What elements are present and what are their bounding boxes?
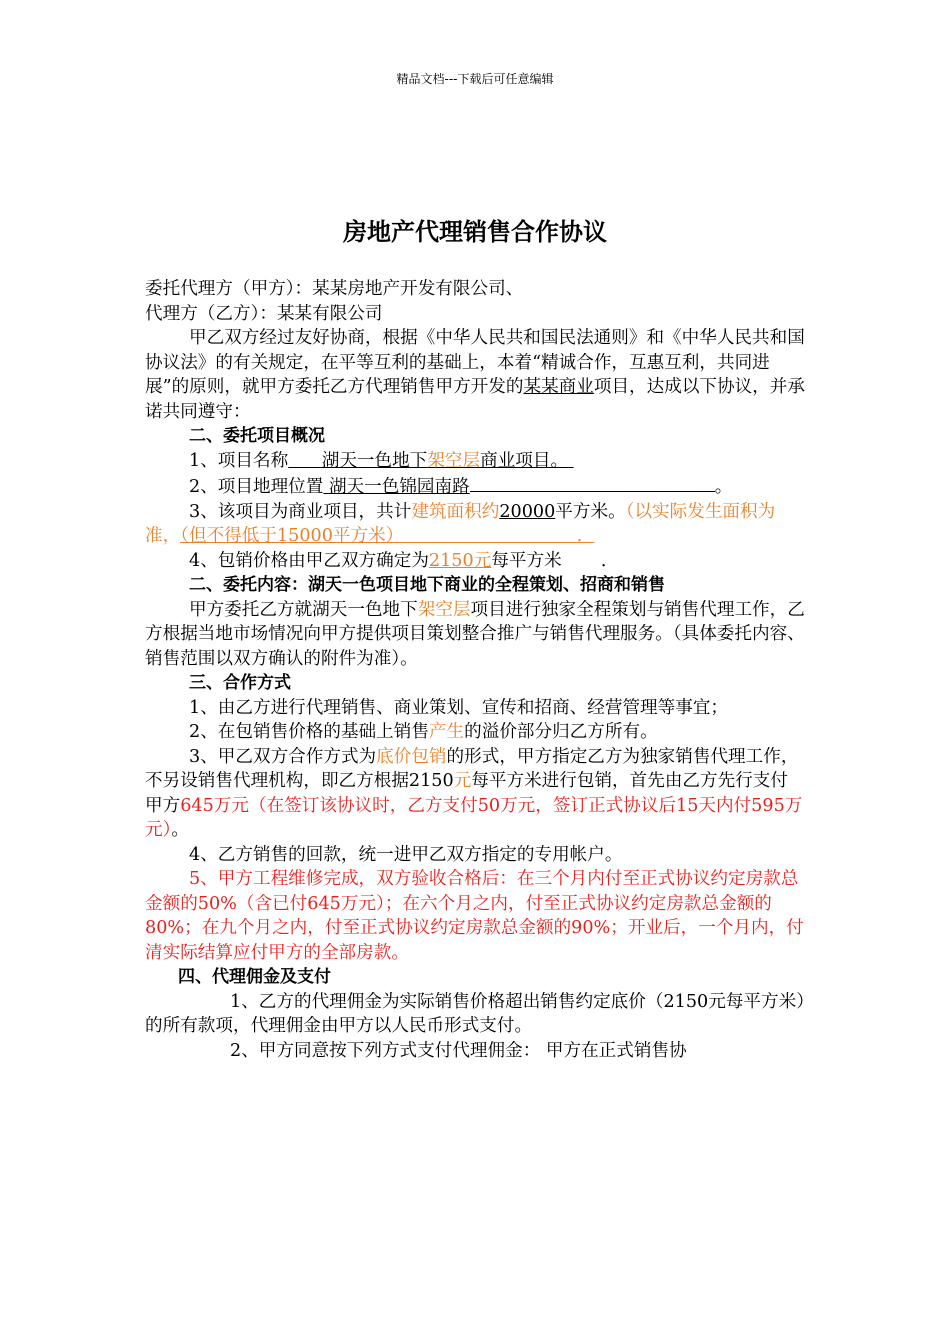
item-2-value-wrap: [323, 477, 469, 497]
item-1-value: [288, 451, 574, 471]
section-4-heading: 四、代理佣金及支付: [178, 967, 331, 987]
item-1-post: 商业项目。: [480, 450, 569, 471]
s3-2-text-b: 的溢价部分归乙方所有。: [464, 722, 658, 742]
item-1-label: 1、项目名称: [189, 450, 289, 471]
item-2-blank: [470, 473, 715, 492]
item-3-note-2-wrap: [180, 526, 594, 546]
party-a: 委托代理方（甲方）：某某房地产开发有限公司、: [145, 279, 524, 299]
s3-3-red: 645万元（在签订该协议时，乙方支付50万元，签订正式协议后15天内付595万元）: [145, 795, 803, 840]
party-b: 代理方（乙方）：某某有限公司: [145, 303, 383, 324]
s4-item-2: 2、甲方同意按下列方式支付代理佣金： 甲方在正式销售协: [230, 1040, 687, 1061]
item-4-unit: 每平方米: [491, 550, 562, 571]
item-3-note-1: （以实际发生面积为准，: [145, 501, 776, 546]
item-3-end: ．: [576, 526, 595, 546]
s3-3-orange: 底价包销: [376, 746, 447, 767]
item-3-orange: 建筑面积约: [411, 501, 500, 522]
item-4: [145, 549, 805, 574]
s3-item-2: [145, 720, 805, 745]
s3-3-text-d: 。: [171, 820, 189, 840]
document-title: 房地产代理销售合作协议: [343, 218, 607, 246]
s3-2-text-a: 2、在包销售价格的基础上销售: [189, 722, 429, 742]
section-1-heading: 二、委托项目概况: [189, 426, 325, 446]
s3-3-text-a: 3、甲乙双方合作方式为: [189, 746, 377, 767]
item-3-unit: 平方米。: [555, 501, 626, 522]
section-2-heading: 二、委托内容：湖天一色项目地下商业的全程策划、招商和销售: [189, 575, 665, 595]
item-3-note-2: （但不得低于15000平方米）: [180, 526, 404, 546]
s4-item-1: 1、乙方的代理佣金为实际销售价格超出销售约定底价（2150元每平方米）的所有款项，代理佣金由甲方以人民币形式支付。: [145, 991, 805, 1036]
section-2-orange: 架空层: [417, 599, 471, 620]
intro-project-name: 某某商业: [523, 377, 594, 397]
item-2-end: 。: [714, 477, 733, 497]
section-2-text-a: 甲方委托乙方就湖天一色地下: [189, 599, 418, 620]
s3-3-text-b: 的形式，甲方指定乙方为独家销售代理工作，不另设销售代理机构，即乙方根据2150: [145, 746, 799, 791]
intro-paragraph: [145, 326, 805, 424]
section-3-heading: 三、合作方式: [189, 673, 291, 693]
item-4-end: ．: [600, 550, 619, 571]
intro-text-2: 项目，达成以下协议，并承诺共同遵守：: [145, 377, 805, 422]
section-2-text-b: 项目进行独家全程策划与销售代理工作，乙方根据当地市场情况向甲方提供项目策划整合推广与销售代理服务。（具体委托内容、销售范围以双方确认的附件为准）。: [145, 599, 805, 669]
item-2-value: 湖天一色锦园南路: [328, 477, 470, 497]
item-3: [145, 500, 805, 549]
intro-text-1: 甲乙双方经过友好协商，根据《中华人民共和国民法通则》和《中华人民共和国协议法》的有关规定，在平等互利的基础上，本着“精诚合作，互惠互利，共同进展”的原则，就甲方委托乙方代理销售甲方开发的: [145, 328, 805, 397]
s3-item-4: 4、乙方销售的回款，统一进甲乙双方指定的专用帐户。: [189, 844, 623, 865]
s3-3-orange-2: 元: [453, 771, 472, 791]
s3-2-orange: 产生: [428, 722, 465, 742]
item-4-price: 2150元: [428, 550, 492, 571]
page-header: 精品文档---下载后可任意编辑: [396, 72, 554, 86]
item-1-orange: 架空层: [427, 450, 481, 471]
section-2-paragraph: [145, 598, 805, 672]
s3-3-text-c: 每平方米进行包销，首先由乙方先行支付甲方: [145, 771, 788, 816]
s3-item-3: [145, 745, 805, 843]
item-2: [145, 473, 805, 500]
item-3-text: 3、该项目为商业项目，共计: [189, 501, 412, 522]
item-3-area: 20000: [499, 501, 556, 522]
document-body: [145, 277, 805, 1063]
item-2-label: 2、项目地理位置: [189, 477, 324, 497]
item-1: [145, 449, 805, 474]
item-1-pre: 湖天一色地下: [321, 450, 428, 471]
s3-item-5: 5、甲方工程维修完成，双方验收合格后：在三个月内付至正式协议约定房款总金额的50%（含已付645万元）；在六个月之内，付至正式协议约定房款总金额的80%；在九个月之内，付至正式协议约定房款总金额的90%；开业后，一个月内，付清实际结算应付甲方的全部房款。: [145, 869, 804, 963]
item-4-text: 4、包销价格由甲乙双方确定为: [189, 550, 429, 571]
s3-item-1: 1、由乙方进行代理销售、商业策划、宣传和招商、经营管理等事宜；: [189, 697, 729, 718]
